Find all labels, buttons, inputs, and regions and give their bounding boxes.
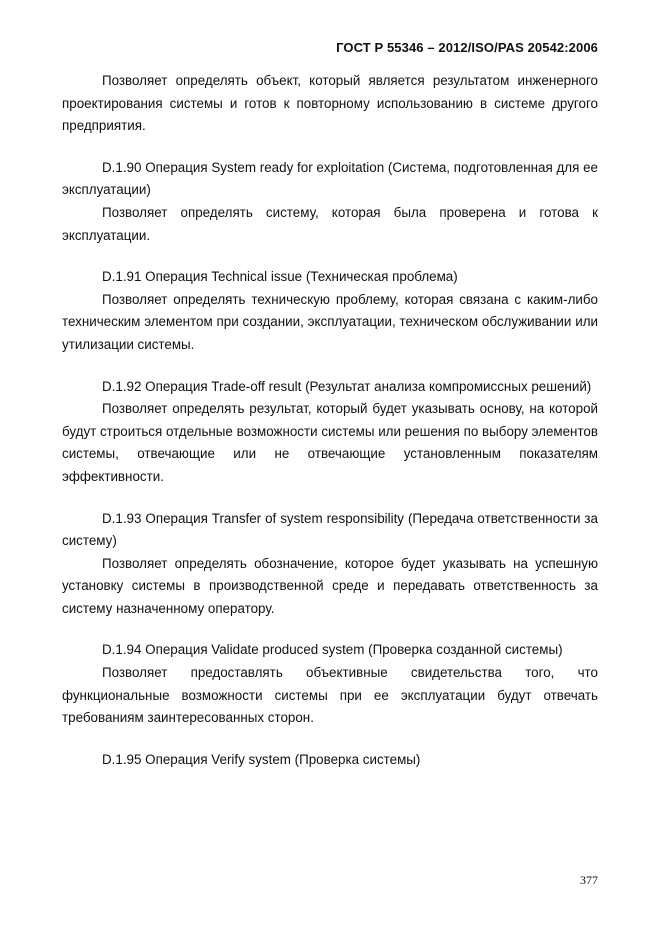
document-header: ГОСТ Р 55346 – 2012/ISO/PAS 20542:2006 [336, 40, 598, 55]
paragraph-body: Позволяет определять результат, который будет указывать основу, на которой будут строиться отдельные возможности системы или решения по выбору элементов системы, отвечающие или не отвечающие установленным показателям эффективности. [62, 401, 598, 484]
paragraph-body: Позволяет определять объект, который является результатом инженерного проектирования системы и готов к повторному использованию в системе другого предприятия. [62, 73, 598, 134]
paragraph-body: Позволяет определять обозначение, которое будет указывать на успешную установку системы в производственной среде и передавать ответственность за систему назначенному оператору. [62, 555, 598, 616]
section-heading-d-1-94: D.1.94 Операция Validate produced system (Проверка созданной системы) [102, 642, 563, 658]
page-body [62, 70, 598, 771]
section-heading-d-1-91: D.1.91 Операция Technical issue (Техническая проблема) [102, 269, 458, 285]
section-heading-d-1-95: D.1.95 Операция Verify system (Проверка системы) [102, 751, 421, 767]
section-heading-d-1-92: D.1.92 Операция Trade-off result (Результат анализа компромиссных решений) [102, 378, 592, 394]
page-number: 377 [580, 873, 598, 887]
paragraph-body: Позволяет предоставлять объективные свидетельства того, что функциональные возможности системы при ее эксплуатации будут отвечать требованиям заинтересованных сторон. [62, 665, 598, 726]
section-heading-d-1-90: D.1.90 Операция System ready for exploitation (Система, подготовленная для ее эксплуатации) [62, 159, 598, 198]
section-heading-d-1-93: D.1.93 Операция Transfer of system responsibility (Передача ответственности за систему) [62, 510, 598, 549]
paragraph-body: Позволяет определять техническую проблему, которая связана с каким-либо техническим элементом при создании, эксплуатации, техническом обслуживании или утилизации системы. [62, 291, 598, 352]
paragraph-body: Позволяет определять систему, которая была проверена и готова к эксплуатации. [62, 204, 598, 243]
